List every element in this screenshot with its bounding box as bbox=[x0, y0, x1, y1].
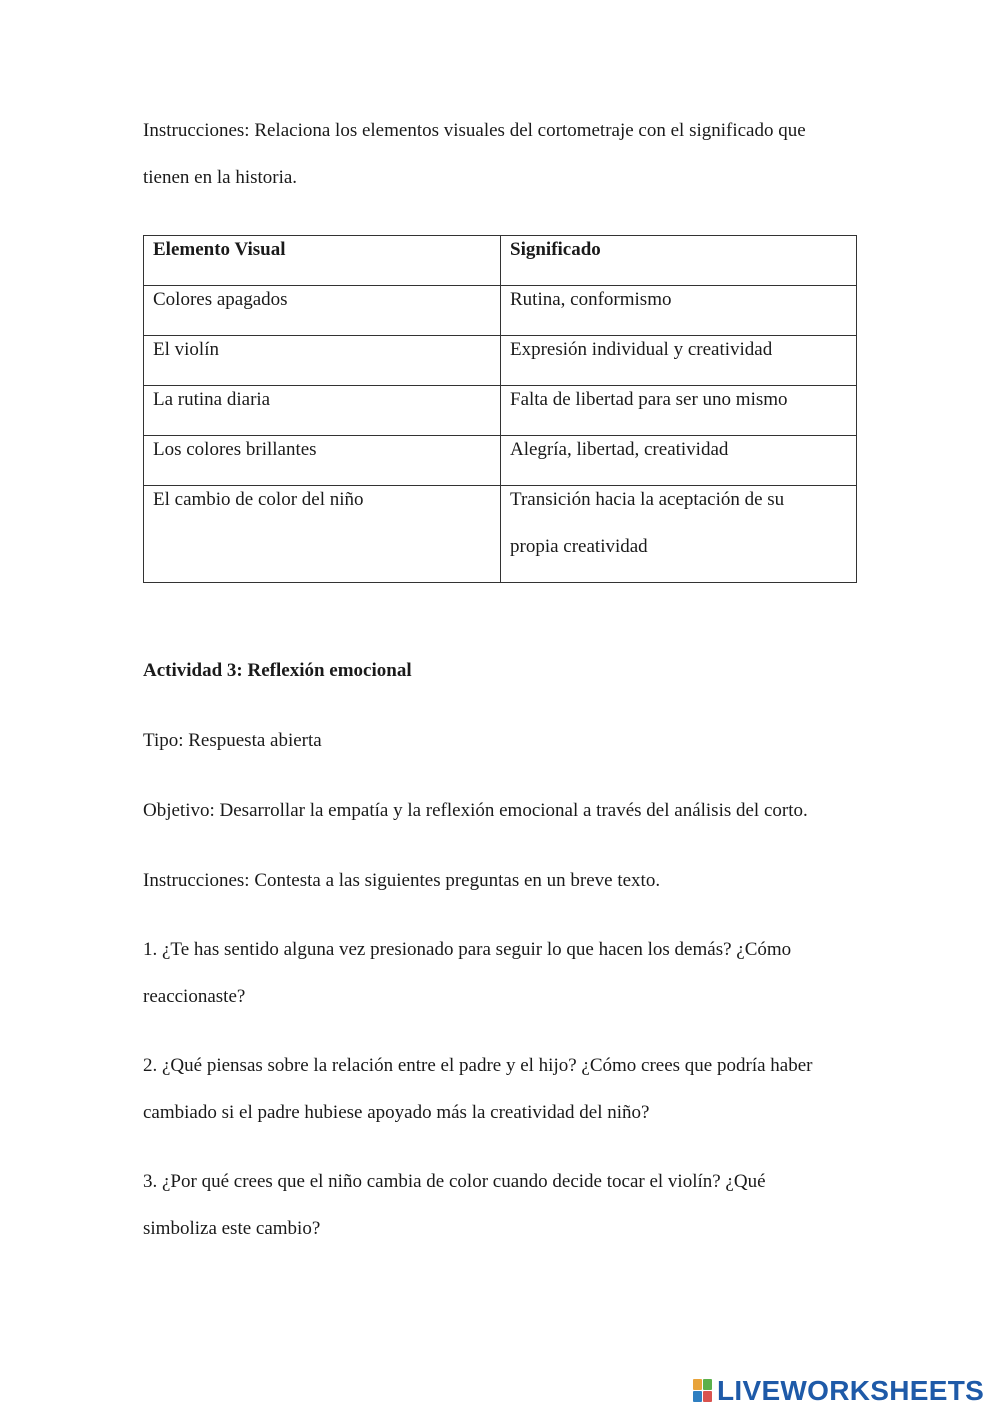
table-row bbox=[144, 486, 857, 583]
table-cell-meaning: Rutina, conformismo bbox=[501, 286, 857, 336]
table-cell-meaning: Alegría, libertad, creatividad bbox=[501, 436, 857, 486]
liveworksheets-logo-icon bbox=[693, 1379, 712, 1403]
question-2-line-1: 2. ¿Qué piensas sobre la relación entre el padre y el hijo? ¿Cómo crees que podría haber bbox=[143, 1055, 813, 1076]
table-header-meaning: Significado bbox=[501, 236, 857, 286]
activity-type: Tipo: Respuesta abierta bbox=[143, 730, 322, 751]
table-row bbox=[144, 336, 857, 386]
table-cell-element: Colores apagados bbox=[144, 286, 501, 336]
table-cell-meaning bbox=[501, 486, 857, 583]
brand-name: LIVEWORKSHEETS bbox=[717, 1375, 985, 1406]
table-cell-meaning-line-2: propia creatividad bbox=[510, 536, 648, 557]
table-header-row bbox=[144, 236, 857, 286]
table-cell-meaning-line-1: Transición hacia la aceptación de su bbox=[510, 489, 785, 510]
table-row bbox=[144, 436, 857, 486]
liveworksheets-brand bbox=[693, 1376, 984, 1406]
table-cell-meaning: Falta de libertad para ser uno mismo bbox=[501, 386, 857, 436]
table-cell-element: Los colores brillantes bbox=[144, 436, 501, 486]
question-3-line-2: simboliza este cambio? bbox=[143, 1218, 321, 1239]
question-1-line-1: 1. ¿Te has sentido alguna vez presionado para seguir lo que hacen los demás? ¿Cómo bbox=[143, 939, 792, 960]
table-header-element: Elemento Visual bbox=[144, 236, 501, 286]
table-cell-element: La rutina diaria bbox=[144, 386, 501, 436]
table-row bbox=[144, 286, 857, 336]
table-cell-element: El cambio de color del niño bbox=[144, 486, 501, 583]
intro-line-1: Instrucciones: Relaciona los elementos visuales del cortometraje con el significado que bbox=[143, 120, 806, 141]
table-row bbox=[144, 386, 857, 436]
question-2-line-2: cambiado si el padre hubiese apoyado más la creatividad del niño? bbox=[143, 1102, 650, 1123]
activity-title: Actividad 3: Reflexión emocional bbox=[143, 660, 412, 681]
visual-elements-table bbox=[143, 235, 857, 583]
question-3-line-1: 3. ¿Por qué crees que el niño cambia de color cuando decide tocar el violín? ¿Qué bbox=[143, 1171, 766, 1192]
question-1-line-2: reaccionaste? bbox=[143, 986, 246, 1007]
table-cell-meaning: Expresión individual y creatividad bbox=[501, 336, 857, 386]
intro-line-2: tienen en la historia. bbox=[143, 167, 298, 188]
activity-objective: Objetivo: Desarrollar la empatía y la reflexión emocional a través del análisis del corto. bbox=[143, 800, 808, 821]
activity-instructions: Instrucciones: Contesta a las siguientes preguntas en un breve texto. bbox=[143, 870, 661, 891]
table-cell-element: El violín bbox=[144, 336, 501, 386]
